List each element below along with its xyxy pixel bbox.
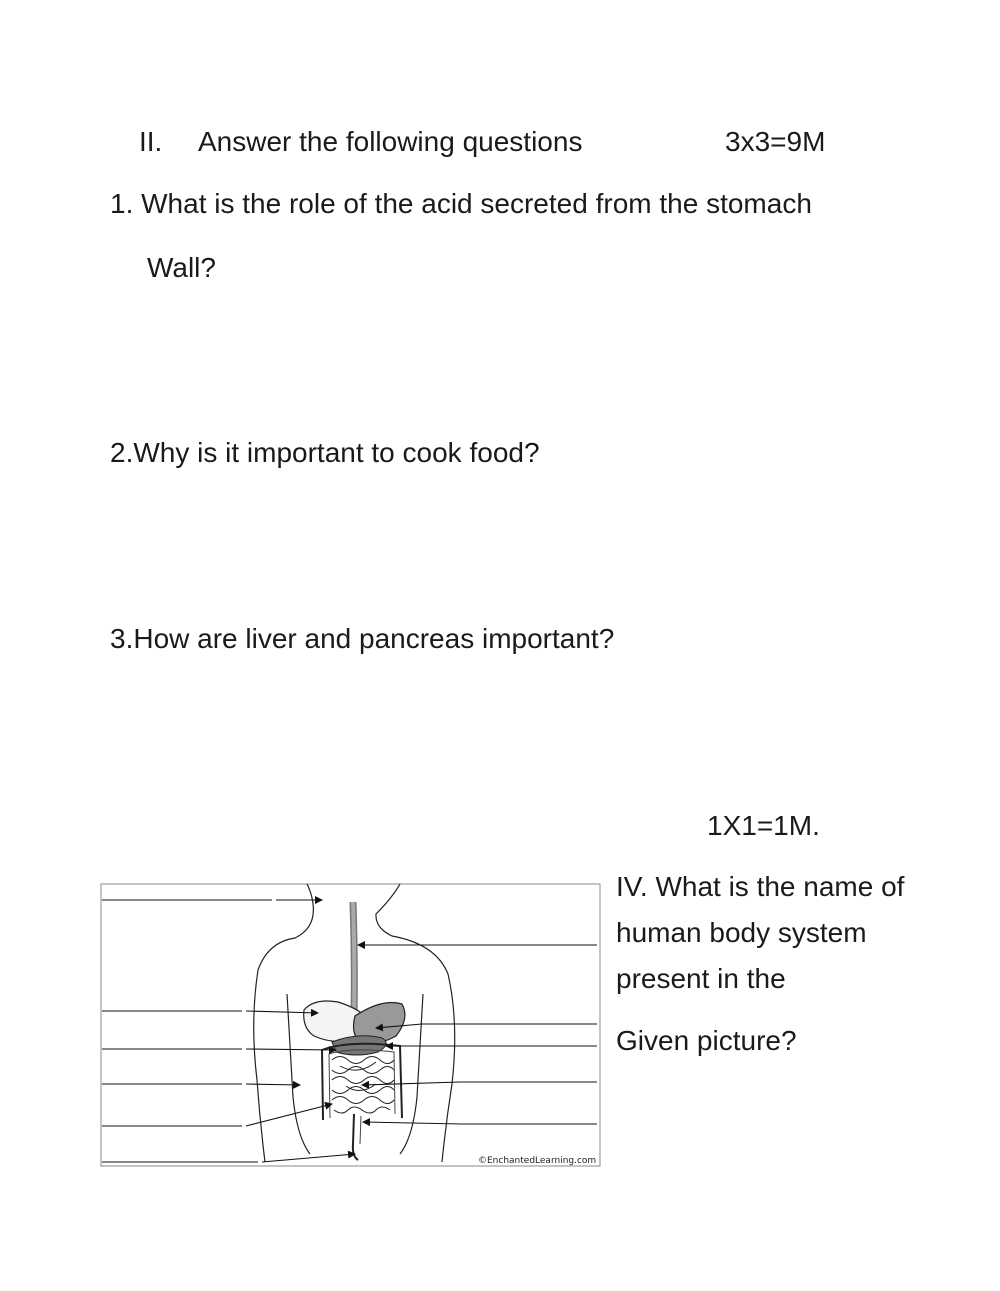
question-3: 3.How are liver and pancreas important? xyxy=(110,623,615,654)
section4-question-line1: IV. What is the name of xyxy=(616,871,905,902)
section4-question-line3: present in the xyxy=(616,963,786,994)
question-1-line2: Wall? xyxy=(147,252,216,283)
section4-question-line2: human body system xyxy=(616,917,867,948)
question-2: 2.Why is it important to cook food? xyxy=(110,437,540,468)
section4-marks: 1X1=1M. xyxy=(707,810,820,841)
section4-question-line4: Given picture? xyxy=(616,1025,797,1056)
section-heading: Answer the following questions xyxy=(198,126,583,157)
digestive-system-figure xyxy=(100,882,602,1170)
section-marks: 3x3=9M xyxy=(725,126,826,157)
section-numeral: II. xyxy=(139,126,163,157)
question-1-line1: 1. What is the role of the acid secreted from the stomach xyxy=(110,188,812,219)
copyright-text: ©EnchantedLearning.com xyxy=(478,1156,597,1166)
